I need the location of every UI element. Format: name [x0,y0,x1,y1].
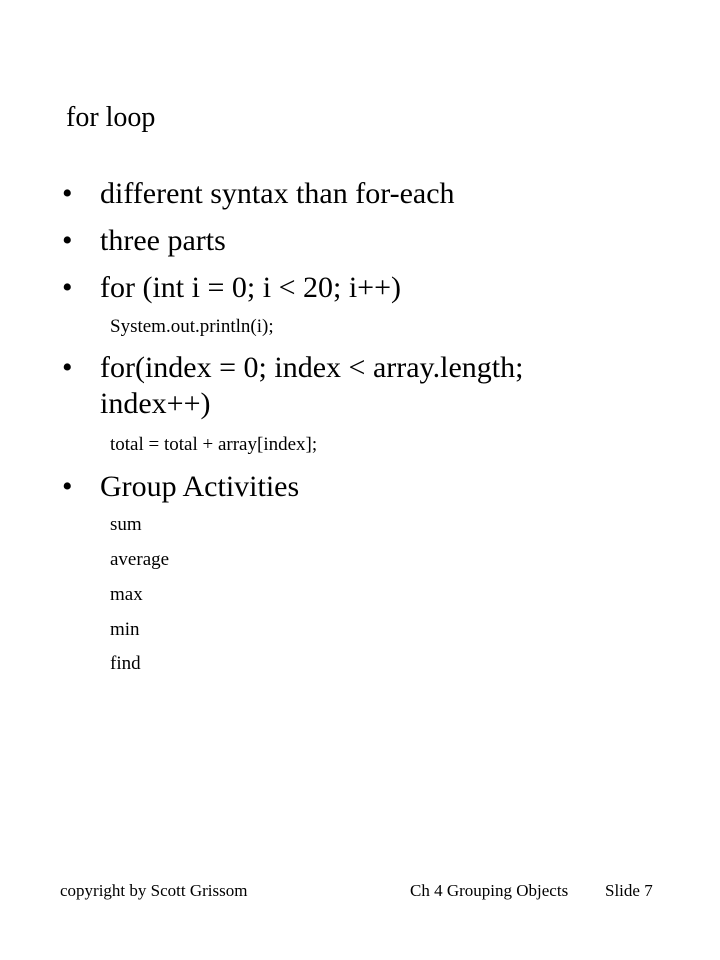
bullet-text: three parts [100,224,226,257]
bullet-icon: • [62,271,73,304]
bullet-text: Group Activities [100,470,300,503]
bullet-text-line-2: index++) [100,387,211,420]
code-line: total = total + array[index]; [110,434,318,455]
bullet-item [62,469,300,505]
activity-find: find [110,653,141,674]
footer-slide-number: Slide 7 [605,881,653,900]
activity-max: max [110,584,143,605]
footer-copyright: copyright by Scott Grissom [60,881,248,900]
bullet-icon: • [62,177,73,210]
activity-average: average [110,549,170,570]
bullet-icon: • [62,470,73,503]
bullet-icon: • [62,351,73,384]
bullet-text: for (int i = 0; i < 20; i++) [100,271,401,304]
activity-min: min [110,619,140,640]
bullet-text: different syntax than for-each [100,177,455,210]
slide-title: for loop [66,102,156,133]
bullet-item [62,270,401,306]
activity-sum: sum [110,514,142,535]
code-line: System.out.println(i); [110,316,274,337]
bullet-item [62,176,455,212]
bullet-text-line-1: for(index = 0; index < array.length; [100,351,524,384]
footer-chapter: Ch 4 Grouping Objects [410,881,569,900]
bullet-icon: • [62,224,73,257]
bullet-item [62,350,524,386]
bullet-item [62,223,226,259]
